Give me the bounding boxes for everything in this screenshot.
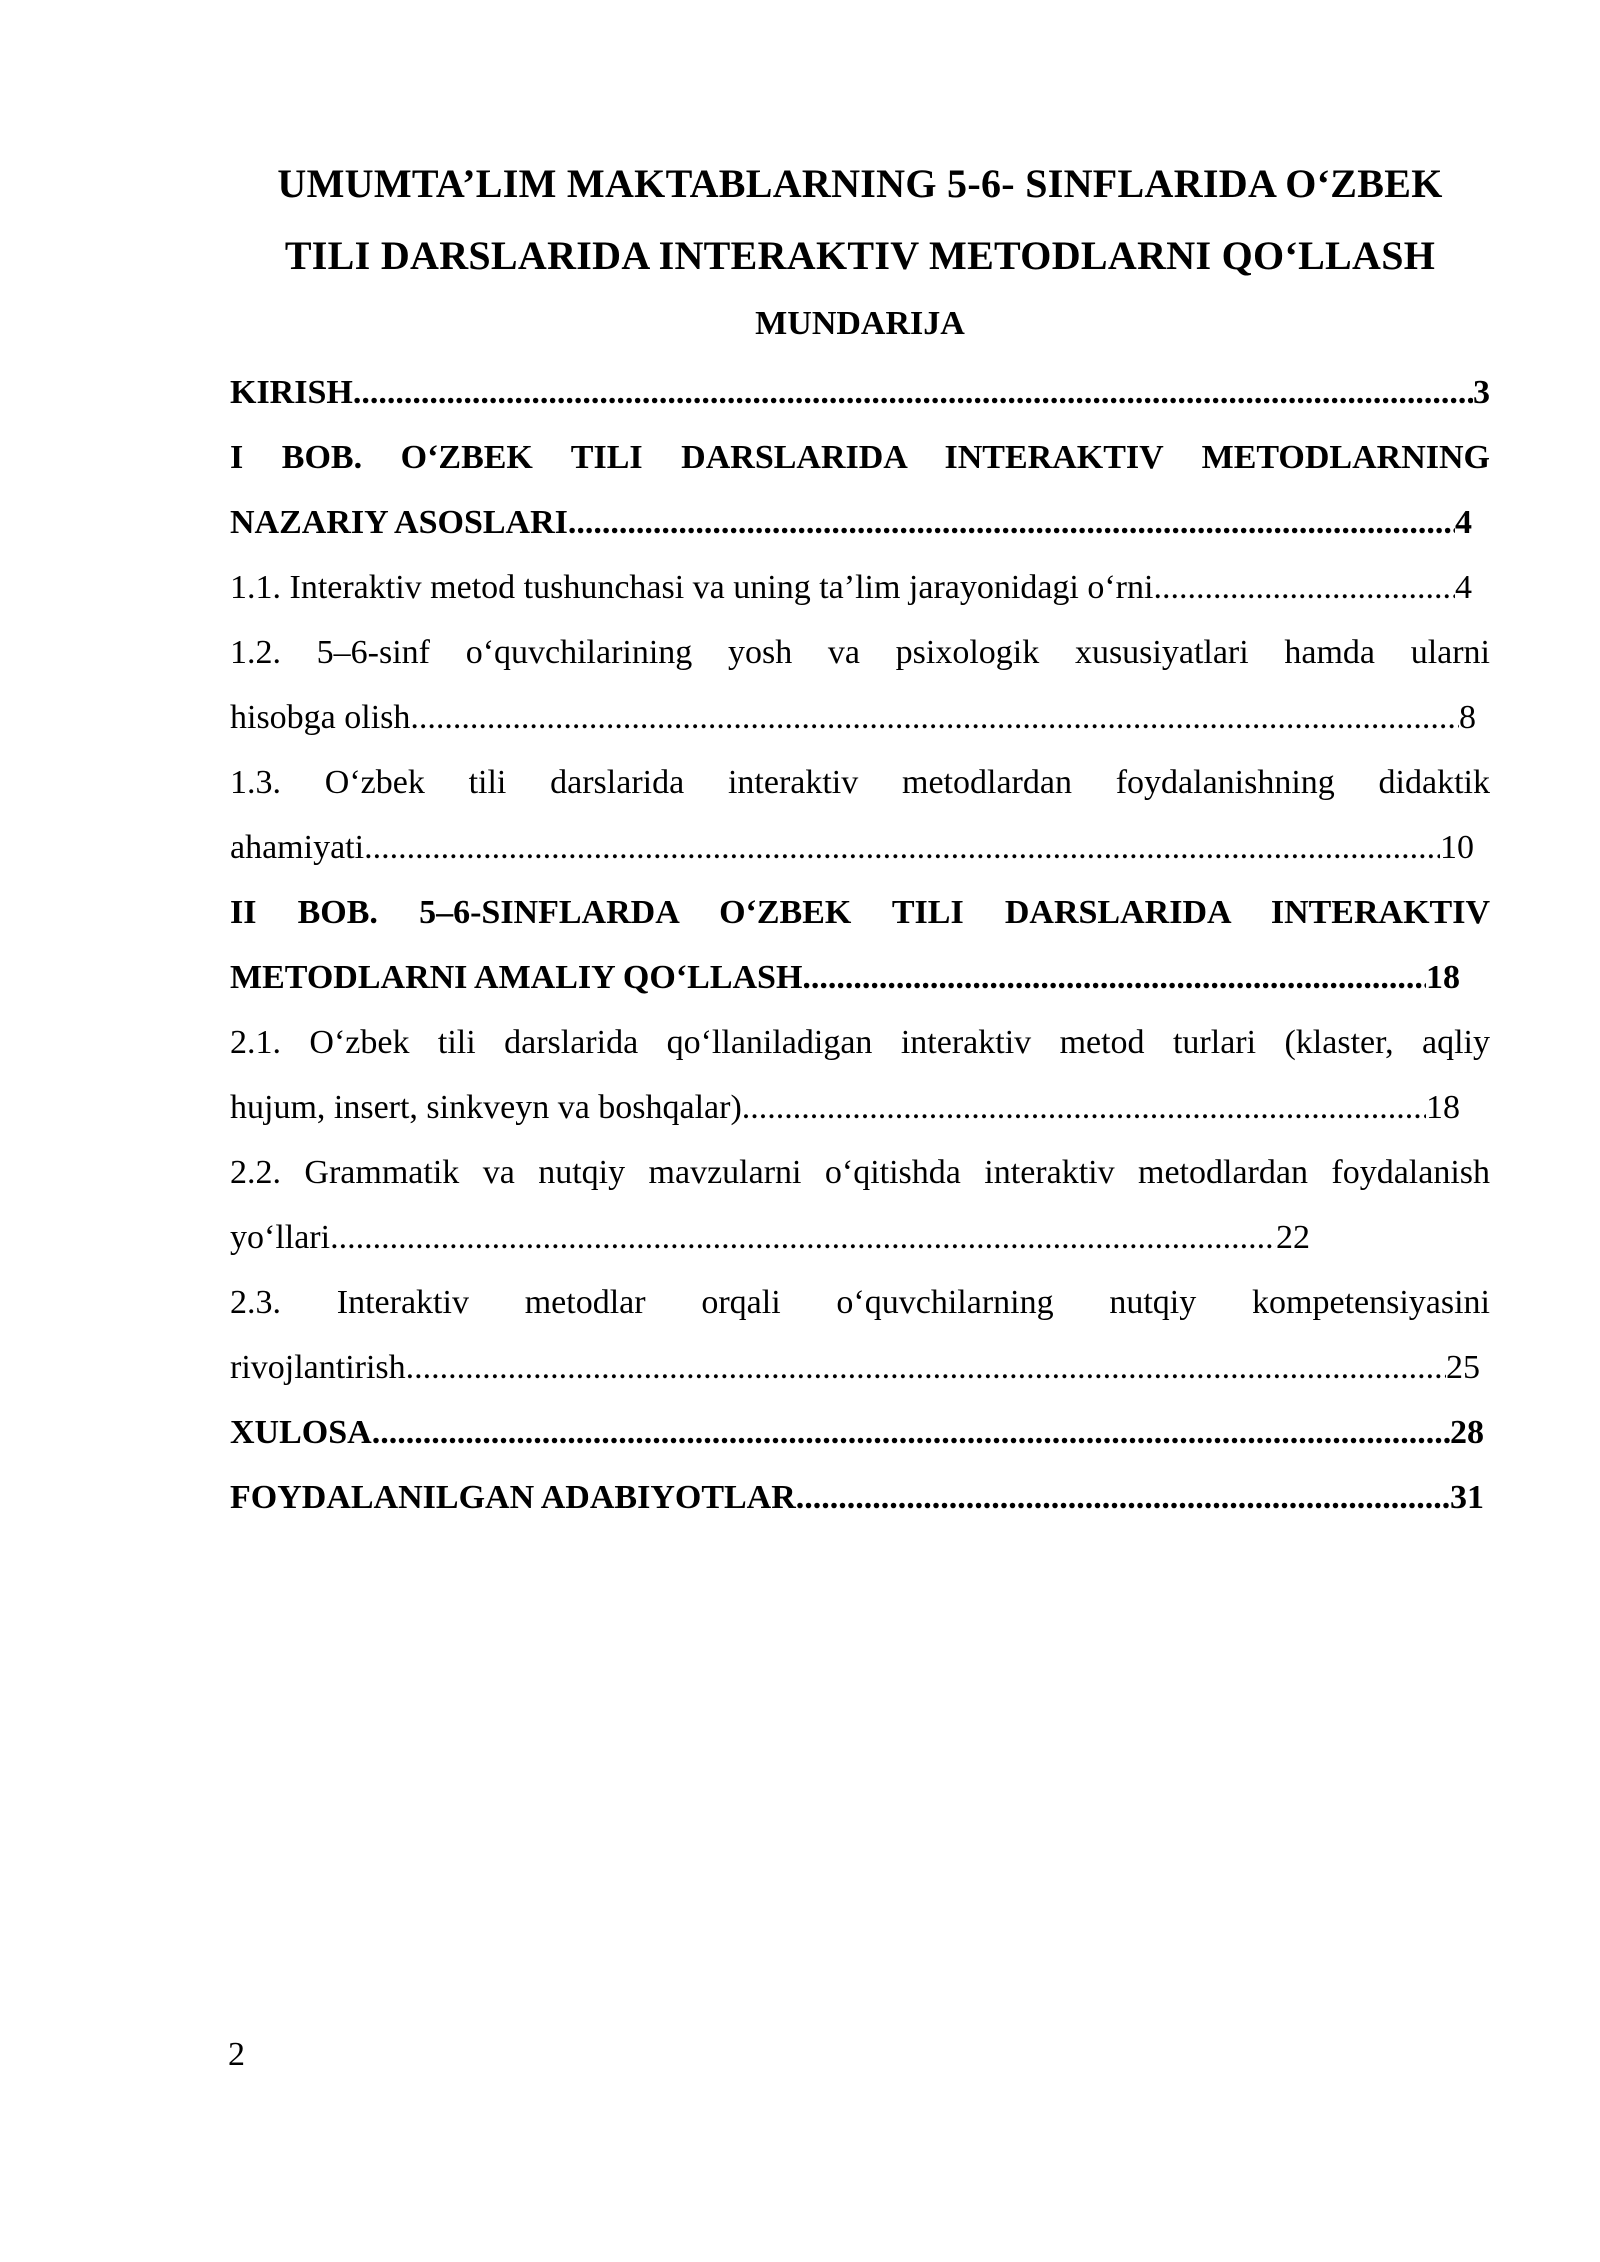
title-line-2: TILI DARSLARIDA INTERAKTIV METODLARNI QO‘LLASH (284, 233, 1436, 278)
toc-entry-section-2-2-line-1[interactable]: 2.2. Grammatik va nutqiy mavzularni o‘qitishda interaktiv metodlardan foydalanish (230, 1154, 1490, 1191)
toc-entry-title: KIRISH (230, 374, 353, 411)
toc-leader-dots (802, 945, 1426, 1010)
toc-page-number: 4 (1455, 504, 1472, 541)
toc-leader-dots (796, 1465, 1450, 1530)
toc-entry-title: XULOSA (230, 1414, 372, 1451)
toc-entry-title: yo‘llari (230, 1219, 331, 1256)
page-number: 2 (228, 2036, 245, 2073)
toc-leader-dots (568, 490, 1455, 555)
document-title (230, 148, 1490, 292)
toc-leader-dots (410, 685, 1459, 750)
toc-entry-section-2-1-line-2[interactable] (230, 1075, 1490, 1140)
toc-entry-section-1-1[interactable] (230, 555, 1490, 620)
toc-page-number: 3 (1473, 374, 1490, 411)
toc-entry-section-1-2-line-2[interactable] (230, 685, 1490, 750)
toc-page-number: 25 (1446, 1349, 1480, 1386)
toc-entry-section-2-3-line-2[interactable] (230, 1335, 1490, 1400)
toc-entry-adabiyotlar[interactable] (230, 1465, 1490, 1530)
toc-entry-section-2-1-line-1[interactable]: 2.1. O‘zbek tili darslarida qo‘llaniladigan interaktiv metod turlari (klaster, aqliy (230, 1024, 1490, 1061)
toc-page-number: 22 (1276, 1219, 1310, 1256)
toc-page-number: 8 (1459, 699, 1476, 736)
toc-entry-title: hisobga olish (230, 699, 411, 736)
toc-entry-section-2-3-line-1[interactable]: 2.3. Interaktiv metodlar orqali o‘quvchilarning nutqiy kompetensiyasini (230, 1284, 1490, 1321)
toc-page-number: 31 (1450, 1479, 1484, 1516)
toc-entry-xulosa[interactable] (230, 1400, 1490, 1465)
toc-entry-section-1-3-line-2[interactable] (230, 815, 1490, 880)
toc-page-number: 18 (1426, 959, 1460, 996)
toc-entry-chapter-1-line-1[interactable]: I BOB. O‘ZBEK TILI DARSLARIDA INTERAKTIV METODLARNING (230, 439, 1490, 476)
toc-entry-title: NAZARIY ASOSLARI (230, 504, 568, 541)
toc-entry-kirish[interactable] (230, 360, 1490, 425)
toc-entry-section-2-2-line-2[interactable] (230, 1205, 1490, 1270)
toc-leader-dots (1153, 555, 1455, 620)
toc-page-number: 28 (1450, 1414, 1484, 1451)
toc-leader-dots (330, 1205, 1276, 1270)
toc-entry-title: FOYDALANILGAN ADABIYOTLAR (230, 1479, 796, 1516)
toc-leader-dots (406, 1335, 1446, 1400)
toc-entry-title: METODLARNI AMALIY QO‘LLASH (230, 959, 803, 996)
toc-entry-title: rivojlantirish (230, 1349, 406, 1386)
title-line-1: UMUMTA’LIM MAKTABLARNING 5-6- SINFLARIDA O‘ZBEK (277, 161, 1443, 206)
toc-entry-title: ahamiyati (230, 829, 365, 866)
toc-leader-dots (353, 360, 1473, 425)
toc-leader-dots (364, 815, 1440, 880)
toc-page-number: 10 (1440, 829, 1474, 866)
toc-entry-section-1-3-line-1[interactable]: 1.3. O‘zbek tili darslarida interaktiv metodlardan foydalanishning didaktik (230, 764, 1490, 801)
toc-leader-dots (372, 1400, 1450, 1465)
toc-entry-chapter-2-line-2[interactable] (230, 945, 1490, 1010)
toc-page-number: 18 (1426, 1089, 1460, 1126)
toc-entry-title: 1.1. Interaktiv metod tushunchasi va uning ta’lim jarayonidagi o‘rni (230, 569, 1154, 606)
toc-entry-chapter-2-line-1[interactable]: II BOB. 5–6-SINFLARDA O‘ZBEK TILI DARSLARIDA INTERAKTIV (230, 894, 1490, 931)
toc-leader-dots (742, 1075, 1426, 1140)
table-of-contents (230, 360, 1490, 1530)
toc-page-number: 4 (1455, 569, 1472, 606)
toc-heading: MUNDARIJA (755, 305, 965, 342)
toc-entry-title: hujum, insert, sinkveyn va boshqalar) (230, 1089, 742, 1126)
toc-entry-section-1-2-line-1[interactable]: 1.2. 5–6-sinf o‘quvchilarining yosh va psixologik xususiyatlari hamda ularni (230, 634, 1490, 671)
toc-entry-chapter-1-line-2[interactable] (230, 490, 1490, 555)
